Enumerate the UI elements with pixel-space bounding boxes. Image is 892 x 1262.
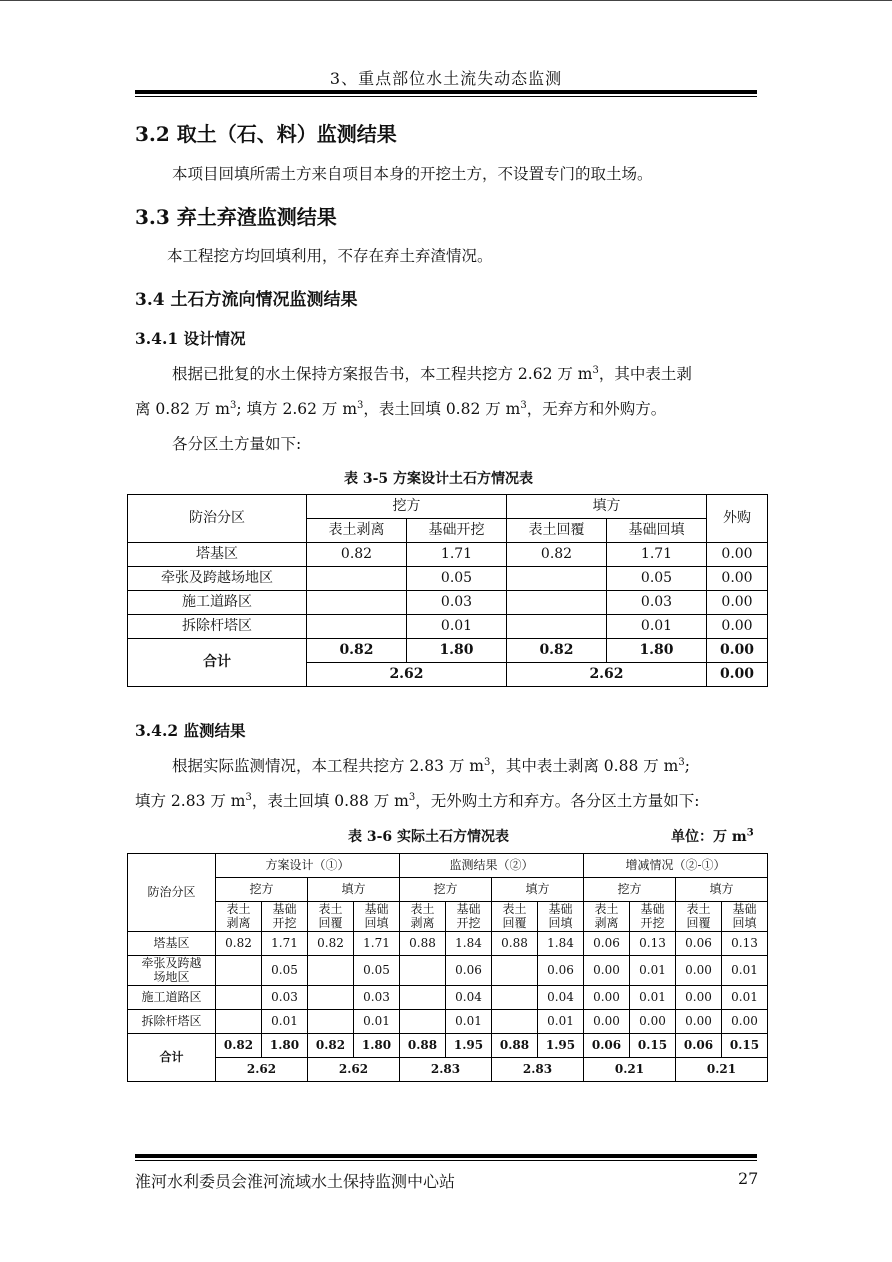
- cell: 0.00: [584, 955, 630, 985]
- table-subheader-row: [128, 878, 768, 902]
- cell: 0.00: [676, 985, 722, 1009]
- design-paragraph-line-3: 各分区土方量如下:: [172, 435, 302, 453]
- cell: 0.01: [630, 955, 676, 985]
- cell: [308, 955, 354, 985]
- section-3-3-text: 本工程挖方均回填利用，不存在弃土弃渣情况。: [167, 247, 493, 265]
- cell: 1.80: [262, 1033, 308, 1057]
- cell: 0.88: [492, 1033, 538, 1057]
- table-subheader-row-2: [128, 902, 768, 932]
- table-3-6-caption: 表 3-6 实际土石方情况表: [348, 829, 510, 845]
- cell-zone: 塔基区: [128, 931, 216, 955]
- cell: 1.71: [607, 543, 707, 567]
- cell: 1.80: [354, 1033, 400, 1057]
- cell: [307, 567, 407, 591]
- cell: 0.01: [630, 985, 676, 1009]
- cell: [507, 567, 607, 591]
- cell: 1.71: [354, 931, 400, 955]
- running-header: 3、重点部位水土流失动态监测: [329, 69, 563, 88]
- cell-cut-sum: 2.62: [307, 663, 507, 687]
- cell: 0.82: [307, 543, 407, 567]
- cell: 0.05: [607, 567, 707, 591]
- footer-rule-thick: [135, 1154, 757, 1158]
- cell: 1.71: [262, 931, 308, 955]
- table-row: [128, 591, 768, 615]
- cell-zone: 施工道路区: [128, 985, 216, 1009]
- design-paragraph-line-1: 根据已批复的水土保持方案报告书，本工程共挖方 2.62 万 $m^3$，其中表土剥: [172, 364, 692, 383]
- cell-sum: 2.83: [400, 1057, 492, 1081]
- cell: 0.13: [722, 931, 768, 955]
- cell: 0.01: [407, 615, 507, 639]
- section-3-2-title: 3.2 取土（石、料）监测结果: [135, 122, 397, 146]
- cell: 0.00: [630, 1009, 676, 1033]
- cell: [400, 985, 446, 1009]
- cell: 0.82: [507, 543, 607, 567]
- header-cut: 挖方: [307, 495, 507, 519]
- header-foundation-dig: 基础 开挖: [446, 902, 492, 932]
- table-3-6: [127, 853, 768, 1082]
- cell: 0.00: [707, 639, 768, 663]
- header-foundation-fill: 基础 回填: [538, 902, 584, 932]
- table-row: [128, 955, 768, 985]
- cell: 0.01: [538, 1009, 584, 1033]
- cell: 0.00: [584, 1009, 630, 1033]
- cell-total-label: 合计: [128, 639, 307, 687]
- cell: 1.80: [407, 639, 507, 663]
- header-fill: 填方: [507, 495, 707, 519]
- cell-sum: 2.83: [492, 1057, 584, 1081]
- section-3-3-title: 3.3 弃土弃渣监测结果: [135, 205, 337, 229]
- cell-total-label: 合计: [128, 1033, 216, 1081]
- table-header-row: [128, 854, 768, 878]
- table-total-sum-row: [128, 1057, 768, 1081]
- cell-sum: 2.62: [308, 1057, 400, 1081]
- cell: 0.88: [400, 1033, 446, 1057]
- header-foundation-fill: 基础 回填: [722, 902, 768, 932]
- header-topsoil-cover: 表土 回覆: [308, 902, 354, 932]
- cell: 0.06: [676, 931, 722, 955]
- header-monitor-result: 监测结果（②）: [400, 854, 584, 878]
- cell: 0.00: [676, 955, 722, 985]
- cell: 1.84: [538, 931, 584, 955]
- cell: 0.82: [216, 931, 262, 955]
- cell: [492, 1009, 538, 1033]
- cell: [492, 985, 538, 1009]
- section-3-4-title: 3.4 土石方流向情况监测结果: [135, 290, 358, 310]
- cell: 0.06: [538, 955, 584, 985]
- header-topsoil-strip: 表土 剥离: [216, 902, 262, 932]
- cell: [216, 955, 262, 985]
- cell: [492, 955, 538, 985]
- cell: 0.04: [538, 985, 584, 1009]
- cell-sum: 2.62: [216, 1057, 308, 1081]
- cell: 0.00: [707, 615, 768, 639]
- header-topsoil-cover: 表土回覆: [507, 519, 607, 543]
- cell: 0.01: [722, 955, 768, 985]
- cell: 0.05: [407, 567, 507, 591]
- header-topsoil-cover: 表土 回覆: [492, 902, 538, 932]
- cell-zone: 牵张及跨越场地区: [128, 567, 307, 591]
- cell: 0.06: [584, 931, 630, 955]
- cell: [507, 591, 607, 615]
- cell: [307, 591, 407, 615]
- cell-zone: 塔基区: [128, 543, 307, 567]
- header-rule-thick: [135, 90, 757, 94]
- table-total-row: [128, 1033, 768, 1057]
- cell: 0.88: [400, 931, 446, 955]
- cell: 0.15: [630, 1033, 676, 1057]
- header-plan-design: 方案设计（①）: [216, 854, 400, 878]
- cell: 0.82: [216, 1033, 262, 1057]
- monitor-paragraph-line-2: 填方 2.83 万 $m^3$，表土回填 0.88 万 $m^3$，无外购土方和弃方。各分区土方量如下:: [135, 791, 700, 810]
- cell: 0.88: [492, 931, 538, 955]
- header-foundation-fill: 基础 回填: [354, 902, 400, 932]
- cell-zone: 拆除杆塔区: [128, 615, 307, 639]
- cell-sum: 0.21: [676, 1057, 768, 1081]
- cell-zone: 牵张及跨越 场地区: [128, 955, 216, 985]
- header-cut: 挖方: [400, 878, 492, 902]
- header-foundation-dig: 基础 开挖: [630, 902, 676, 932]
- cell: 0.00: [722, 1009, 768, 1033]
- header-zone: 防治分区: [128, 495, 307, 543]
- table-row: [128, 931, 768, 955]
- header-topsoil-strip: 表土剥离: [307, 519, 407, 543]
- cell: 0.01: [446, 1009, 492, 1033]
- page-top-border: [0, 0, 892, 1]
- section-3-2-text: 本项目回填所需土方来自项目本身的开挖土方，不设置专门的取土场。: [172, 165, 653, 183]
- cell: 1.80: [607, 639, 707, 663]
- cell: [307, 615, 407, 639]
- cell: 1.71: [407, 543, 507, 567]
- header-purchase: 外购: [707, 495, 768, 543]
- table-total-row: [128, 639, 768, 663]
- cell: [308, 985, 354, 1009]
- cell: 0.06: [446, 955, 492, 985]
- table-row: [128, 543, 768, 567]
- cell: 0.82: [307, 639, 407, 663]
- cell: 0.00: [707, 591, 768, 615]
- cell: 0.82: [308, 1033, 354, 1057]
- cell: 0.05: [354, 955, 400, 985]
- cell: 1.95: [446, 1033, 492, 1057]
- cell: 0.03: [262, 985, 308, 1009]
- cell: 0.03: [407, 591, 507, 615]
- page-number: 27: [738, 1169, 759, 1188]
- cell: 0.01: [607, 615, 707, 639]
- cell: 1.84: [446, 931, 492, 955]
- cell: 0.06: [584, 1033, 630, 1057]
- cell: 1.95: [538, 1033, 584, 1057]
- table-row: [128, 615, 768, 639]
- cell: 0.01: [262, 1009, 308, 1033]
- table-3-5-caption: 表 3-5 方案设计土石方情况表: [344, 471, 534, 487]
- footer-rule-thin: [135, 1160, 757, 1161]
- cell: 0.13: [630, 931, 676, 955]
- cell-fill-sum: 2.62: [507, 663, 707, 687]
- design-paragraph-line-2: 离 0.82 万 $m^3$; 填方 2.62 万 $m^3$，表土回填 0.82 万 $m^3$，无弃方和外购方。: [135, 399, 667, 418]
- cell: 0.04: [446, 985, 492, 1009]
- header-foundation-dig: 基础开挖: [407, 519, 507, 543]
- table-3-5: [127, 494, 768, 687]
- header-cut: 挖方: [216, 878, 308, 902]
- cell: [308, 1009, 354, 1033]
- section-3-4-1-title: 3.4.1 设计情况: [135, 329, 246, 348]
- table-row: [128, 567, 768, 591]
- header-topsoil-cover: 表土 回覆: [676, 902, 722, 932]
- table-3-6-unit: 单位：万 $m^3$: [671, 827, 754, 845]
- cell: [216, 1009, 262, 1033]
- header-topsoil-strip: 表土 剥离: [584, 902, 630, 932]
- cell: 0.01: [722, 985, 768, 1009]
- cell-zone: 施工道路区: [128, 591, 307, 615]
- cell-sum: 0.21: [584, 1057, 676, 1081]
- cell: [507, 615, 607, 639]
- cell: 0.00: [676, 1009, 722, 1033]
- table-header-row: [128, 495, 768, 519]
- cell: 0.00: [707, 663, 768, 687]
- header-foundation-fill: 基础回填: [607, 519, 707, 543]
- header-fill: 填方: [492, 878, 584, 902]
- header-cut: 挖方: [584, 878, 676, 902]
- section-3-4-2-title: 3.4.2 监测结果: [135, 721, 246, 740]
- header-foundation-dig: 基础 开挖: [262, 902, 308, 932]
- cell: 0.82: [308, 931, 354, 955]
- cell: 0.03: [354, 985, 400, 1009]
- cell: 0.03: [607, 591, 707, 615]
- cell-zone: 拆除杆塔区: [128, 1009, 216, 1033]
- table-row: [128, 1009, 768, 1033]
- cell: [216, 985, 262, 1009]
- cell: 0.05: [262, 955, 308, 985]
- cell: 0.06: [676, 1033, 722, 1057]
- monitor-paragraph-line-1: 根据实际监测情况，本工程共挖方 2.83 万 $m^3$，其中表土剥离 0.88 万 $m^3$;: [172, 756, 690, 775]
- header-zone: 防治分区: [128, 854, 216, 932]
- cell: [400, 1009, 446, 1033]
- cell: [400, 955, 446, 985]
- header-topsoil-strip: 表土 剥离: [400, 902, 446, 932]
- cell: 0.01: [354, 1009, 400, 1033]
- header-fill: 填方: [676, 878, 768, 902]
- table-row: [128, 985, 768, 1009]
- cell: 0.00: [707, 567, 768, 591]
- cell: 0.00: [707, 543, 768, 567]
- header-change: 增减情况（②-①）: [584, 854, 768, 878]
- header-fill: 填方: [308, 878, 400, 902]
- cell: 0.00: [584, 985, 630, 1009]
- cell: 0.15: [722, 1033, 768, 1057]
- cell: 0.82: [507, 639, 607, 663]
- header-rule-thin: [135, 96, 757, 97]
- footer-organization: 淮河水利委员会淮河流域水土保持监测中心站: [135, 1172, 456, 1191]
